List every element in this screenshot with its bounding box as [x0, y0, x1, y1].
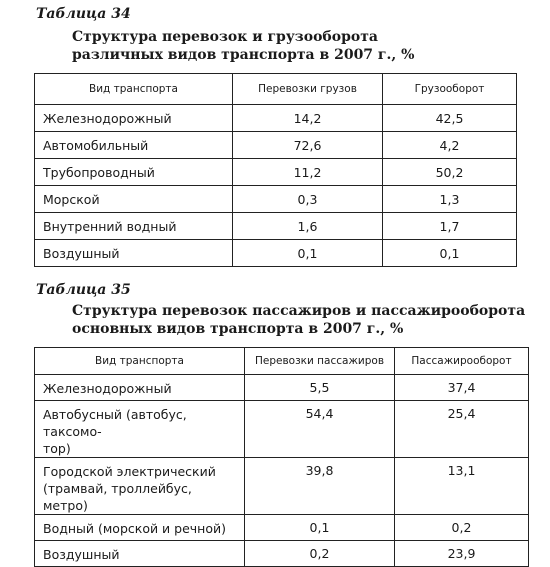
table-34-title-line2: различных видов транспорта в 2007 г., %	[72, 47, 415, 63]
table-row	[35, 186, 517, 213]
cell-value: 0,1	[245, 515, 395, 541]
cell-value: 11,2	[233, 159, 383, 186]
cell-value: 14,2	[233, 105, 383, 132]
row-label: Воздушный	[35, 240, 233, 267]
table-34-label: Таблица 34	[36, 6, 131, 22]
cell-value: 42,5	[383, 105, 517, 132]
table-row	[35, 132, 517, 159]
cell-value: 50,2	[383, 159, 517, 186]
cell-value: 1,6	[233, 213, 383, 240]
column-header: Вид транспорта	[35, 74, 233, 105]
row-label: Трубопроводный	[35, 159, 233, 186]
table-row	[35, 515, 529, 541]
row-label	[35, 401, 245, 458]
cell-value: 13,1	[395, 458, 529, 515]
table-row	[35, 541, 529, 567]
table-34-title-line1: Структура перевозок и грузооборота	[72, 29, 378, 45]
row-label	[35, 458, 245, 515]
row-label	[35, 515, 245, 541]
table-row	[35, 159, 517, 186]
table-header-row	[35, 74, 517, 105]
table-row	[35, 401, 529, 458]
row-label-line2: (трамвай, троллейбус, метро)	[43, 481, 192, 513]
row-label-line1: Воздушный	[43, 547, 120, 562]
cell-value: 0,3	[233, 186, 383, 213]
table-row	[35, 105, 517, 132]
cell-value: 0,2	[395, 515, 529, 541]
column-header: Грузооборот	[383, 74, 517, 105]
cell-value: 39,8	[245, 458, 395, 515]
row-label-line2: тор)	[43, 441, 71, 456]
cell-value: 4,2	[383, 132, 517, 159]
row-label-line1: Автобусный (автобус, таксомо-	[43, 407, 187, 439]
row-label	[35, 375, 245, 401]
table-35	[34, 347, 529, 567]
table-row	[35, 213, 517, 240]
cell-value: 0,1	[233, 240, 383, 267]
table-row	[35, 458, 529, 515]
cell-value: 0,2	[245, 541, 395, 567]
table-34-title	[72, 28, 414, 64]
column-header: Перевозки грузов	[233, 74, 383, 105]
row-label: Автомобильный	[35, 132, 233, 159]
table-35-title-line1: Структура перевозок пассажиров и пассажирооборота	[72, 303, 526, 319]
row-label: Внутренний водный	[35, 213, 233, 240]
cell-value: 5,5	[245, 375, 395, 401]
column-header: Пассажирооборот	[395, 348, 529, 375]
row-label: Железнодорожный	[35, 105, 233, 132]
row-label-line1: Городской электрический	[43, 464, 216, 479]
table-34	[34, 73, 517, 267]
row-label-line1: Водный (морской и речной)	[43, 521, 226, 536]
cell-value: 1,7	[383, 213, 517, 240]
row-label	[35, 541, 245, 567]
table-row	[35, 375, 529, 401]
table-row	[35, 240, 517, 267]
cell-value: 37,4	[395, 375, 529, 401]
cell-value: 23,9	[395, 541, 529, 567]
table-35-title	[72, 302, 525, 338]
cell-value: 0,1	[383, 240, 517, 267]
row-label: Морской	[35, 186, 233, 213]
column-header: Перевозки пассажиров	[245, 348, 395, 375]
cell-value: 72,6	[233, 132, 383, 159]
cell-value: 1,3	[383, 186, 517, 213]
row-label-line1: Железнодорожный	[43, 381, 172, 396]
table-header-row	[35, 348, 529, 375]
column-header: Вид транспорта	[35, 348, 245, 375]
table-35-label: Таблица 35	[36, 282, 131, 298]
cell-value: 54,4	[245, 401, 395, 458]
table-35-title-line2: основных видов транспорта в 2007 г., %	[72, 321, 404, 337]
cell-value: 25,4	[395, 401, 529, 458]
